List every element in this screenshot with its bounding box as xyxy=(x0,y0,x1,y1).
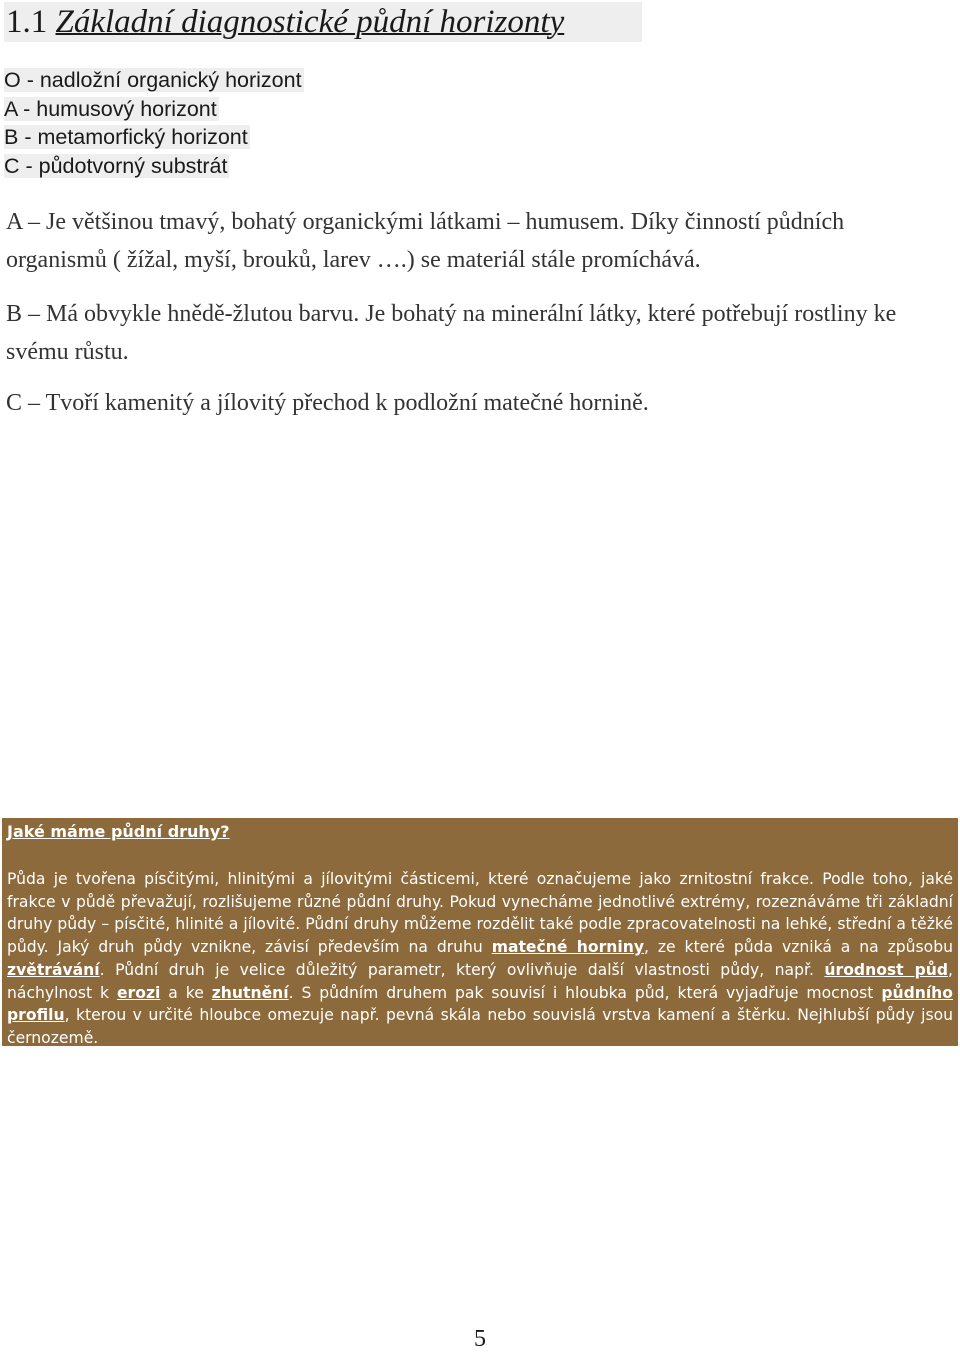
section-title: Základní diagnostické půdní horizonty xyxy=(55,4,565,40)
page-number: 5 xyxy=(474,1326,486,1352)
section-number: 1.1 xyxy=(6,4,48,40)
box-body: Půda je tvořena písčitými, hlinitými a jílovitými částicemi, které označujeme jako zrnitostní frakce. Podle toho, jaké frakce v půdě převažují, rozlišujeme různé půdní druhy. Pokud vynecháme jednotlivé extrémy, rozeznáváme tři základní druhy půdy – písčité, hlinité a jílovité. Půdní druhy můžeme rozdělit také podle zpracovatelnosti na lehké, střední a těžké půdy. Jaký druh půdy vznikne, závisí především na druhu matečné horniny, ze které půda vzniká a na způsobu zvětrávání. Půdní druh je velice důležitý parametr, který ovlivňuje další vlastnosti půdy, např. úrodnost půd, náchylnost k erozi a ke zhutnění. S půdním druhem pak souvisí i hloubka půd, která vyjadřuje mocnost půdního profilu, kterou v určité hloubce omezuje např. pevná skála nebo souvislá vrstva kamení a štěrku. Nejhlubší půdy jsou černozemě. xyxy=(7,870,953,1047)
paragraph-c: C – Tvoří kamenitý a jílovitý přechod k podložní matečné hornině. xyxy=(6,390,649,416)
list-item: O - nadložní organický horizont xyxy=(4,68,302,92)
soil-types-box xyxy=(2,818,958,1046)
link-zhutneni[interactable]: zhutnění xyxy=(211,983,289,1002)
link-pudniho-profilu[interactable]: půdního profilu xyxy=(7,983,953,1025)
paragraph-a: A – Je většinou tmavý, bohatý organickými látkami – humusem. Díky činností půdních organismů ( žížal, myší, brouků, larev ….) se materiál stále promíchává. xyxy=(6,209,845,273)
section-heading xyxy=(4,2,642,42)
horizon-list xyxy=(4,66,304,180)
link-zvetravani[interactable]: zvětrávání xyxy=(7,960,100,979)
link-matecne-horniny[interactable]: matečné horniny xyxy=(491,938,645,957)
box-heading: Jaké máme půdní druhy? xyxy=(7,822,230,841)
list-item: A - humusový horizont xyxy=(4,96,217,121)
paragraph-b: B – Má obvykle hnědě-žlutou barvu. Je bohatý na minerální látky, které potřebují rostliny ke svému růstu. xyxy=(6,301,897,365)
list-item: C - půdotvorný substrát xyxy=(4,153,228,178)
list-item: B - metamorfický horizont xyxy=(4,125,248,149)
link-erozi[interactable]: erozi xyxy=(116,983,161,1002)
link-urodnost-pud[interactable]: úrodnost půd xyxy=(824,960,949,979)
